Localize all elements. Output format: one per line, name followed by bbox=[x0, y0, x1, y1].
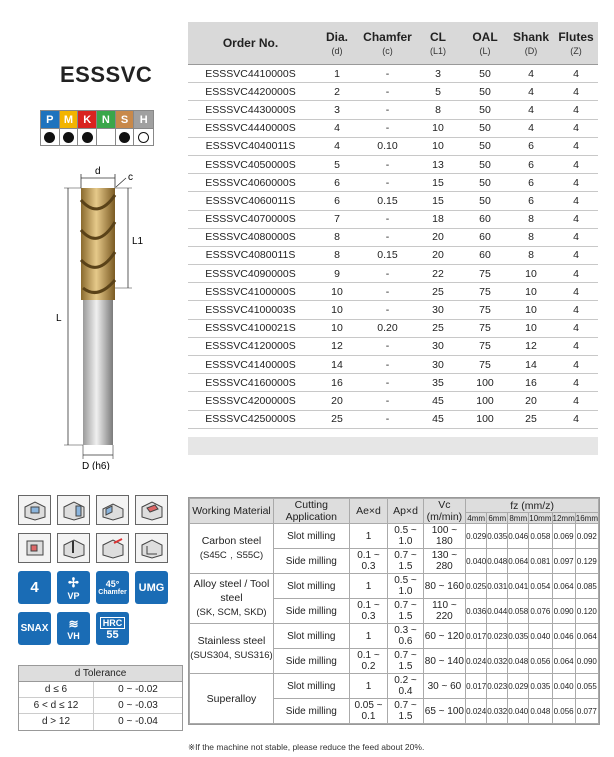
cell: ESSSVC4100021S bbox=[205, 322, 296, 335]
cell: 2 bbox=[334, 85, 340, 98]
material-n: N bbox=[97, 111, 116, 128]
cell: 12 bbox=[525, 340, 537, 353]
cell: 12 bbox=[331, 340, 343, 353]
header-3: CL (L1) bbox=[429, 30, 446, 56]
table-row bbox=[188, 320, 598, 338]
cell: 50 bbox=[479, 122, 491, 135]
cell: 50 bbox=[479, 176, 491, 189]
cell: 50 bbox=[479, 140, 491, 153]
header-2: Chamfer (c) bbox=[363, 30, 412, 56]
table-row bbox=[188, 229, 598, 247]
cell: 4 bbox=[573, 304, 579, 317]
cell: 8 bbox=[528, 249, 534, 262]
cell: 100 bbox=[476, 394, 494, 407]
cell: 4 bbox=[573, 140, 579, 153]
material-name: Superalloy bbox=[190, 674, 274, 724]
cell: 22 bbox=[432, 267, 444, 280]
profile-milling-icon bbox=[135, 533, 168, 563]
cell: 25 bbox=[432, 322, 444, 335]
table-row bbox=[188, 338, 598, 356]
series-title: ESSSVC bbox=[60, 62, 153, 87]
cell: 4 bbox=[573, 285, 579, 298]
cell: 75 bbox=[479, 285, 491, 298]
cell: 10 bbox=[525, 285, 537, 298]
cell: 10 bbox=[331, 322, 343, 335]
cell: 25 bbox=[525, 413, 537, 426]
cell: 8 bbox=[528, 213, 534, 226]
cell: 6 bbox=[528, 176, 534, 189]
cell: ESSSVC4100000S bbox=[205, 285, 296, 298]
cell: 10 bbox=[432, 122, 444, 135]
pocket-milling-icon bbox=[135, 495, 168, 525]
cell: 50 bbox=[479, 85, 491, 98]
cell: - bbox=[385, 340, 390, 353]
cell: 10 bbox=[525, 267, 537, 280]
cell: 4 bbox=[528, 85, 534, 98]
col-vc: Vc (m/min) bbox=[423, 499, 466, 524]
cell: 4 bbox=[573, 103, 579, 116]
cell: 10 bbox=[331, 304, 343, 317]
material-k: K bbox=[78, 111, 97, 128]
cell: ESSSVC4430000S bbox=[205, 103, 296, 116]
table-row bbox=[188, 192, 598, 210]
cell: ESSSVC4090000S bbox=[205, 267, 296, 280]
cell: 3 bbox=[435, 67, 441, 80]
cell: 0.15 bbox=[377, 194, 398, 207]
d-label: d bbox=[95, 166, 101, 177]
cell: 30 bbox=[432, 304, 444, 317]
slot-milling-icon bbox=[18, 495, 51, 525]
cell: 25 bbox=[331, 413, 343, 426]
l1-label: L1 bbox=[132, 236, 144, 247]
feature-icons bbox=[18, 495, 183, 653]
contour-milling-icon bbox=[96, 533, 129, 563]
col-ae: Ae×d bbox=[349, 499, 388, 524]
material-name: Stainless steel (SUS304, SUS316) bbox=[190, 624, 274, 674]
cell: ESSSVC4060011S bbox=[205, 194, 296, 207]
table-row bbox=[188, 247, 598, 265]
cell: 4 bbox=[573, 176, 579, 189]
cell: 4 bbox=[573, 267, 579, 280]
cell: 50 bbox=[479, 67, 491, 80]
chamfer-icon: 45° Chamfer bbox=[96, 571, 129, 604]
table-row bbox=[188, 138, 598, 156]
cell: 60 bbox=[479, 231, 491, 244]
table-row bbox=[188, 120, 598, 138]
cell: 10 bbox=[331, 285, 343, 298]
l-label: L bbox=[56, 313, 62, 324]
header-4: OAL (L) bbox=[472, 30, 498, 56]
cutting-row: Side milling 0.05 ~ 0.1 0.7 ~ 1.5 65 ~ 100 0.024 0.032 0.040 0.048 0.056 0.077 bbox=[190, 699, 599, 724]
fz-size-header: 6mm bbox=[488, 513, 507, 523]
cell: 10 bbox=[525, 304, 537, 317]
c-label: c bbox=[128, 172, 133, 183]
table-row bbox=[188, 411, 598, 429]
cell: 50 bbox=[479, 194, 491, 207]
material-name: Carbon steel (S45C﹐S55C) bbox=[190, 524, 274, 574]
table-row bbox=[188, 374, 598, 392]
material-name: Alloy steel / Tool steel (SK, SCM, SKD) bbox=[190, 574, 274, 624]
material-s: S bbox=[116, 111, 135, 128]
cell: 14 bbox=[525, 358, 537, 371]
col-application: Cutting Application bbox=[273, 499, 349, 524]
cell: ESSSVC4440000S bbox=[205, 122, 296, 135]
cell: 4 bbox=[528, 67, 534, 80]
product-table bbox=[188, 22, 598, 455]
fz-size-header: 16mm bbox=[575, 513, 598, 523]
table-row bbox=[188, 174, 598, 192]
cell: ESSSVC4050000S bbox=[205, 158, 296, 171]
cutting-row: Stainless steel (SUS304, SUS316) Slot milling 1 0.3 ~ 0.6 60 ~ 120 0.017 0.023 0.035 0.040 0.046 0.064 bbox=[190, 624, 599, 649]
cell: 14 bbox=[331, 358, 343, 371]
header-6: Flutes (Z) bbox=[558, 30, 594, 56]
cell: ESSSVC4100003S bbox=[205, 304, 296, 317]
header-1: Dia. (d) bbox=[325, 30, 348, 56]
cell: 60 bbox=[479, 249, 491, 262]
cell: 1 bbox=[334, 67, 340, 80]
cell: 13 bbox=[432, 158, 444, 171]
header-0: Order No. bbox=[222, 36, 279, 50]
cell: 4 bbox=[573, 413, 579, 426]
cell: 45 bbox=[432, 413, 444, 426]
cell: ESSSVC4120000S bbox=[205, 340, 296, 353]
shank-label: D (h6) bbox=[82, 461, 110, 470]
cell: 4 bbox=[573, 67, 579, 80]
cell: 10 bbox=[432, 140, 444, 153]
cell: 15 bbox=[432, 176, 444, 189]
fz-size-header: 4mm bbox=[467, 513, 486, 523]
cell: 4 bbox=[334, 122, 340, 135]
material-mark-s bbox=[116, 129, 135, 146]
cell: 25 bbox=[432, 285, 444, 298]
four-flute-icon: 4 bbox=[18, 571, 51, 604]
cell: 4 bbox=[573, 376, 579, 389]
cell: 45 bbox=[432, 394, 444, 407]
fz-size-header: 12mm bbox=[552, 513, 575, 523]
hrc-icon: HRC 55 bbox=[96, 612, 129, 645]
cell: 100 bbox=[476, 413, 494, 426]
cell: 75 bbox=[479, 267, 491, 280]
table-row bbox=[188, 283, 598, 301]
tolerance-row: 6 < d ≤ 12 0 ~ -0.03 bbox=[19, 698, 182, 714]
table-row bbox=[188, 356, 598, 374]
cell: 30 bbox=[432, 340, 444, 353]
table-row bbox=[188, 65, 598, 83]
cell: 16 bbox=[331, 376, 343, 389]
material-mark-m bbox=[60, 129, 79, 146]
cell: ESSSVC4040011S bbox=[205, 140, 296, 153]
cell: 4 bbox=[573, 249, 579, 262]
cutting-row: Carbon steel (S45C﹐S55C) Slot milling 1 0.5 ~ 1.0 100 ~ 180 0.029 0.035 0.046 0.058 0.069 0.092 bbox=[190, 524, 599, 549]
cell: 4 bbox=[573, 213, 579, 226]
cell: - bbox=[385, 304, 390, 317]
material-m: M bbox=[60, 111, 79, 128]
cell: 6 bbox=[528, 194, 534, 207]
material-mark-p bbox=[41, 129, 60, 146]
cell: 6 bbox=[334, 176, 340, 189]
material-mark-n bbox=[97, 129, 116, 146]
cell: 4 bbox=[573, 85, 579, 98]
cell: 20 bbox=[331, 394, 343, 407]
cell: ESSSVC4140000S bbox=[205, 358, 296, 371]
fz-size-header: 10mm bbox=[529, 513, 552, 523]
col-material: Working Material bbox=[190, 499, 274, 524]
cell: - bbox=[385, 394, 390, 407]
ramping-icon bbox=[57, 533, 90, 563]
cell: - bbox=[385, 176, 390, 189]
cell: 5 bbox=[334, 158, 340, 171]
cell: 30 bbox=[432, 358, 444, 371]
cell: - bbox=[385, 413, 390, 426]
cell: 0.10 bbox=[377, 140, 398, 153]
shank-body bbox=[83, 295, 113, 445]
fz-size-header: 8mm bbox=[509, 513, 528, 523]
cell: 100 bbox=[476, 376, 494, 389]
cell: ESSSVC4160000S bbox=[205, 376, 296, 389]
cell: 6 bbox=[528, 140, 534, 153]
cell: ESSSVC4410000S bbox=[205, 67, 296, 80]
cell: 8 bbox=[528, 231, 534, 244]
cell: 20 bbox=[525, 394, 537, 407]
cell: - bbox=[385, 85, 390, 98]
col-fz: fz (mm/z) bbox=[466, 499, 599, 513]
cell: 18 bbox=[432, 213, 444, 226]
cell: 15 bbox=[432, 194, 444, 207]
cell: 20 bbox=[432, 249, 444, 262]
cutting-row: Side milling 0.1 ~ 0.3 0.7 ~ 1.5 110 ~ 220 0.036 0.044 0.058 0.076 0.090 0.120 bbox=[190, 599, 599, 624]
cell: 4 bbox=[528, 122, 534, 135]
cell: 75 bbox=[479, 304, 491, 317]
cell: 50 bbox=[479, 158, 491, 171]
cell: 9 bbox=[334, 267, 340, 280]
side-milling-icon bbox=[57, 495, 90, 525]
cell: 10 bbox=[525, 322, 537, 335]
cell: ESSSVC4080011S bbox=[205, 249, 296, 262]
cell: 20 bbox=[432, 231, 444, 244]
cell: 7 bbox=[334, 213, 340, 226]
cell: ESSSVC4200000S bbox=[205, 394, 296, 407]
cell: - bbox=[385, 376, 390, 389]
cell: 75 bbox=[479, 358, 491, 371]
table-row bbox=[188, 392, 598, 410]
cell: - bbox=[385, 285, 390, 298]
cell: - bbox=[385, 103, 390, 116]
vp-icon: ✢ VP bbox=[57, 571, 90, 604]
end-mill-diagram bbox=[48, 160, 158, 470]
cutting-conditions-table bbox=[188, 497, 600, 725]
cell: 8 bbox=[334, 249, 340, 262]
cutting-row: Alloy steel / Tool steel (SK, SCM, SKD) Slot milling 1 0.5 ~ 1.0 80 ~ 160 0.025 0.031 0.041 0.054 0.064 0.085 bbox=[190, 574, 599, 599]
cell: 8 bbox=[435, 103, 441, 116]
cell: ESSSVC4070000S bbox=[205, 213, 296, 226]
footnote: ※If the machine not stable, please reduce the feed about 20%. bbox=[188, 742, 425, 752]
cell: - bbox=[385, 213, 390, 226]
cell: 0.20 bbox=[377, 322, 398, 335]
cell: 4 bbox=[573, 322, 579, 335]
table-row bbox=[188, 156, 598, 174]
cell: - bbox=[385, 67, 390, 80]
cell: 0.15 bbox=[377, 249, 398, 262]
product-table-header bbox=[188, 22, 598, 65]
col-ap: Ap×d bbox=[388, 499, 423, 524]
cell: 4 bbox=[573, 340, 579, 353]
cell: 6 bbox=[528, 158, 534, 171]
plunge-milling-icon bbox=[18, 533, 51, 563]
cell: 4 bbox=[528, 103, 534, 116]
cell: 4 bbox=[573, 122, 579, 135]
cell: 35 bbox=[432, 376, 444, 389]
material-mark-k bbox=[78, 129, 97, 146]
cutting-row: Side milling 0.1 ~ 0.2 0.7 ~ 1.5 80 ~ 140 0.024 0.032 0.048 0.056 0.064 0.090 bbox=[190, 649, 599, 674]
cell: 3 bbox=[334, 103, 340, 116]
umg-icon: UMG bbox=[135, 571, 168, 604]
cell: 4 bbox=[334, 140, 340, 153]
cell: ESSSVC4060000S bbox=[205, 176, 296, 189]
header-5: Shank (D) bbox=[512, 30, 549, 56]
cell: ESSSVC4080000S bbox=[205, 231, 296, 244]
material-mark-h bbox=[134, 129, 153, 146]
cell: 4 bbox=[573, 358, 579, 371]
cutting-row: Side milling 0.1 ~ 0.3 0.7 ~ 1.5 130 ~ 280 0.040 0.048 0.064 0.081 0.097 0.129 bbox=[190, 549, 599, 574]
vh-icon: ≋ VH bbox=[57, 612, 90, 645]
cutting-row: Superalloy Slot milling 1 0.2 ~ 0.4 30 ~ 60 0.017 0.023 0.029 0.035 0.040 0.055 bbox=[190, 674, 599, 699]
tolerance-row: d ≤ 6 0 ~ -0.02 bbox=[19, 682, 182, 698]
cell: 4 bbox=[573, 394, 579, 407]
material-h: H bbox=[134, 111, 153, 128]
material-p: P bbox=[41, 111, 60, 128]
cell: 50 bbox=[479, 103, 491, 116]
cell: 4 bbox=[573, 231, 579, 244]
cell: 16 bbox=[525, 376, 537, 389]
cell: 4 bbox=[573, 158, 579, 171]
cell: - bbox=[385, 231, 390, 244]
c-leader bbox=[116, 178, 126, 187]
product-table-footer-bar bbox=[188, 437, 598, 455]
cell: - bbox=[385, 158, 390, 171]
tolerance-title: d Tolerance bbox=[19, 666, 182, 682]
table-row bbox=[188, 101, 598, 119]
step-milling-icon bbox=[96, 495, 129, 525]
cell: - bbox=[385, 122, 390, 135]
cell: 8 bbox=[334, 231, 340, 244]
tolerance-table bbox=[18, 665, 183, 731]
cell: 60 bbox=[479, 213, 491, 226]
cell: 4 bbox=[573, 194, 579, 207]
cell: ESSSVC4250000S bbox=[205, 413, 296, 426]
cell: 75 bbox=[479, 340, 491, 353]
tolerance-row: d > 12 0 ~ -0.04 bbox=[19, 714, 182, 730]
cell: 6 bbox=[334, 194, 340, 207]
material-grid bbox=[40, 110, 154, 146]
snax-icon: SNAX bbox=[18, 612, 51, 645]
cell: ESSSVC4420000S bbox=[205, 85, 296, 98]
cell: 75 bbox=[479, 322, 491, 335]
table-row bbox=[188, 211, 598, 229]
cell: 5 bbox=[435, 85, 441, 98]
table-row bbox=[188, 83, 598, 101]
cell: - bbox=[385, 267, 390, 280]
cell: - bbox=[385, 358, 390, 371]
table-row bbox=[188, 301, 598, 319]
table-row bbox=[188, 265, 598, 283]
